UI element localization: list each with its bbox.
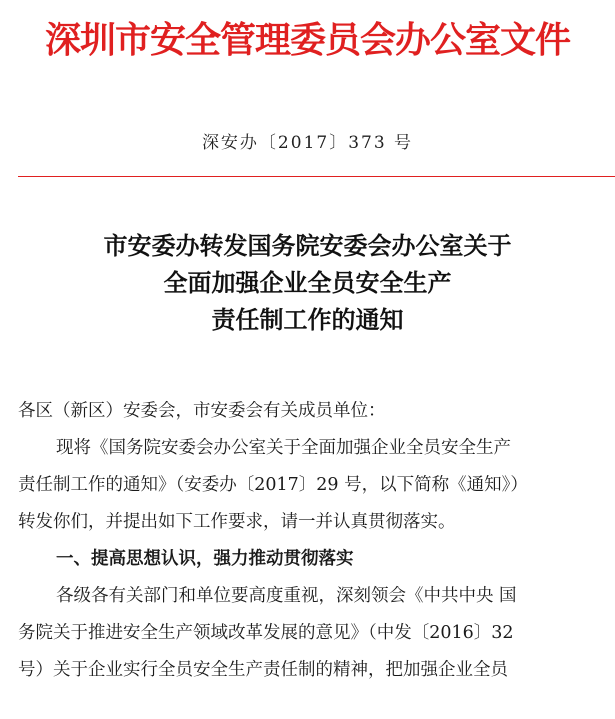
paragraph-2-line-3: 号）关于企业实行全员安全生产责任制的精神，把加强企业全员 [18,660,508,680]
document-body [18,393,615,689]
paragraph-1-line-2: 责任制工作的通知》（安委办〔2017〕29 号，以下简称《通知》） [18,475,528,495]
title-line-1: 市安委办转发国务院安委会办公室关于 [103,232,512,260]
salutation: 各区（新区）安委会，市安委会有关成员单位： [18,401,386,421]
title-line-2: 全面加强企业全员安全生产 [163,269,452,297]
title-line-3: 责任制工作的通知 [211,306,404,334]
paragraph-1-line-3: 转发你们，并提出如下工作要求，请一并认真贯彻落实。 [18,512,456,532]
paragraph-2-line-1: 各级各有关部门和单位要高度重视，深刻领会《中共中央 国 [56,586,517,606]
notice-title [0,228,615,339]
masthead-title: 深圳市安全管理委员会办公室文件 [44,19,570,61]
paragraph-1-line-1: 现将《国务院安委会办公室关于全面加强企业全员安全生产 [56,438,511,458]
section-1-heading: 一、提高思想认识，强力推动贯彻落实 [56,549,354,569]
document-number: 深安办〔2017〕373 号 [201,133,414,153]
red-divider-line [18,176,615,177]
paragraph-2-line-2: 务院关于推进安全生产领域改革发展的意见》（中发〔2016〕32 [18,623,514,643]
